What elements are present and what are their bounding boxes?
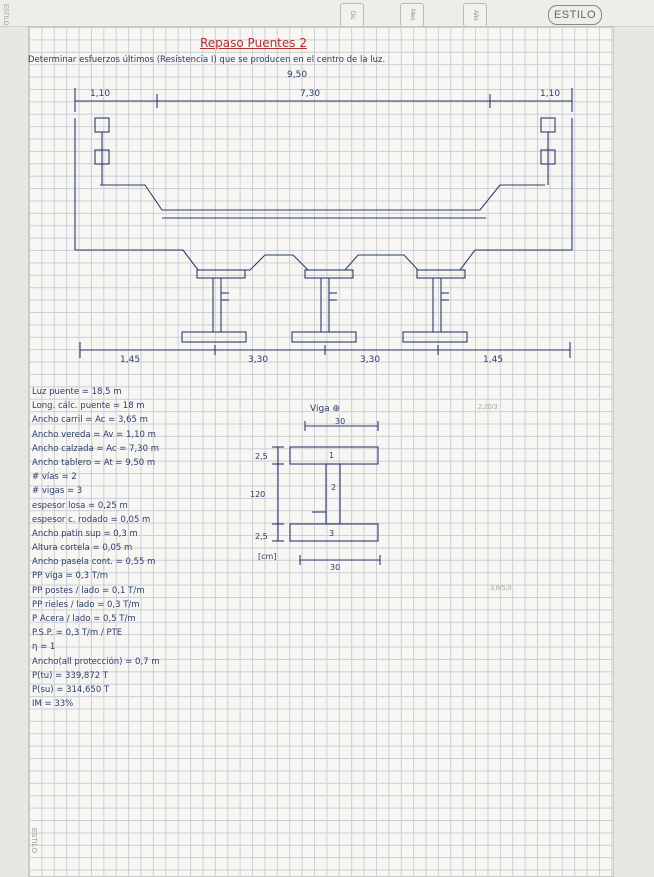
data-line: Ancho(all protección) = 0,7 m xyxy=(32,656,160,667)
beam-bottom-width: 30 xyxy=(330,563,341,572)
task-statement: Determinar esfuerzos últimos (Resistencia I) que se producen en el centro de la luz. xyxy=(28,55,386,65)
left-post-top xyxy=(95,118,109,132)
dim-bottom-2: 3,30 xyxy=(248,355,269,365)
data-line: Luz puente = 18,5 m xyxy=(32,387,122,397)
beam-top-width: 30 xyxy=(335,417,346,426)
dim-right-sidewalk: 1,10 xyxy=(540,89,561,99)
data-line: espesor c. rodado = 0,05 m xyxy=(32,514,151,525)
faint-note: 2,20/3 xyxy=(478,404,498,411)
dim-roadway: 7,30 xyxy=(300,89,321,99)
dim-bottom-1: 1,45 xyxy=(120,355,141,365)
data-line: PP rieles / lado = 0,3 T/m xyxy=(32,599,140,610)
dim-total-width: 9,50 xyxy=(287,70,308,80)
beam-units: [cm] xyxy=(258,552,277,561)
data-line: PP viga = 0,3 T/m xyxy=(32,571,109,582)
girder-left xyxy=(182,270,246,342)
data-line: IM = 33% xyxy=(32,699,74,710)
faint-note: 3,6/5,0 xyxy=(490,585,512,592)
data-line: Ancho tablero = At = 9,50 m xyxy=(32,457,156,468)
girder-center xyxy=(292,270,356,342)
beam-height: 120 xyxy=(250,490,266,499)
data-line: Ancho vereda = Av = 1,10 m xyxy=(32,429,156,440)
beam-part-2: 2 xyxy=(331,483,337,492)
beam-bottom-thickness: 2,5 xyxy=(255,532,268,541)
tab-year[interactable]: Año xyxy=(463,3,487,27)
data-line: Ancho pasela cont. = 0,55 m xyxy=(32,557,156,568)
data-line: # vías = 2 xyxy=(32,472,77,483)
style-button[interactable]: ESTILO xyxy=(548,5,602,25)
data-line: PP postes / lado = 0,1 T/m xyxy=(32,585,145,596)
beam-top-thickness: 2,5 xyxy=(255,452,268,461)
beam-title: Viga ⊕ xyxy=(310,404,341,414)
beam-part-3: 3 xyxy=(329,529,335,538)
data-line: P(tu) = 339,872 T xyxy=(32,670,109,681)
beam-part-1: 1 xyxy=(329,451,335,460)
data-line: espesor losa = 0,25 m xyxy=(32,500,128,511)
girder-right xyxy=(403,270,467,342)
right-post-top xyxy=(541,118,555,132)
data-line: P.S.P. = 0,3 T/m / PTE xyxy=(32,628,123,639)
data-line: Ancho carril = Ac = 3,65 m xyxy=(32,415,148,426)
data-line: Ancho patín sup = 0,3 m xyxy=(32,528,138,539)
beam-section xyxy=(272,421,380,565)
margin-label: ESTILO xyxy=(30,828,37,853)
dim-bottom-4: 1,45 xyxy=(483,355,504,365)
dim-bottom-3: 3,30 xyxy=(360,355,381,365)
data-line: Altura cortela = 0,05 m xyxy=(32,543,133,554)
data-line: # vigas = 3 xyxy=(32,486,83,497)
data-line: Ancho calzada = Ac = 7,30 m xyxy=(32,443,159,454)
corner-label: ESTILO xyxy=(2,4,8,26)
data-line: P(su) = 314,650 T xyxy=(32,684,110,695)
page-title: Repaso Puentes 2 xyxy=(200,36,307,50)
data-line: Long. cálc. puente = 18 m xyxy=(32,401,145,412)
data-list xyxy=(32,385,160,711)
deck-outline xyxy=(75,118,572,270)
data-line: P Acera / lado = 0,5 T/m xyxy=(32,614,136,624)
dim-left-sidewalk: 1,10 xyxy=(90,89,111,99)
deck-top-surface xyxy=(100,185,545,210)
data-line: η = 1 xyxy=(32,642,56,653)
tab-day[interactable]: Dic xyxy=(340,3,364,27)
tab-month[interactable]: Mes xyxy=(400,3,424,27)
